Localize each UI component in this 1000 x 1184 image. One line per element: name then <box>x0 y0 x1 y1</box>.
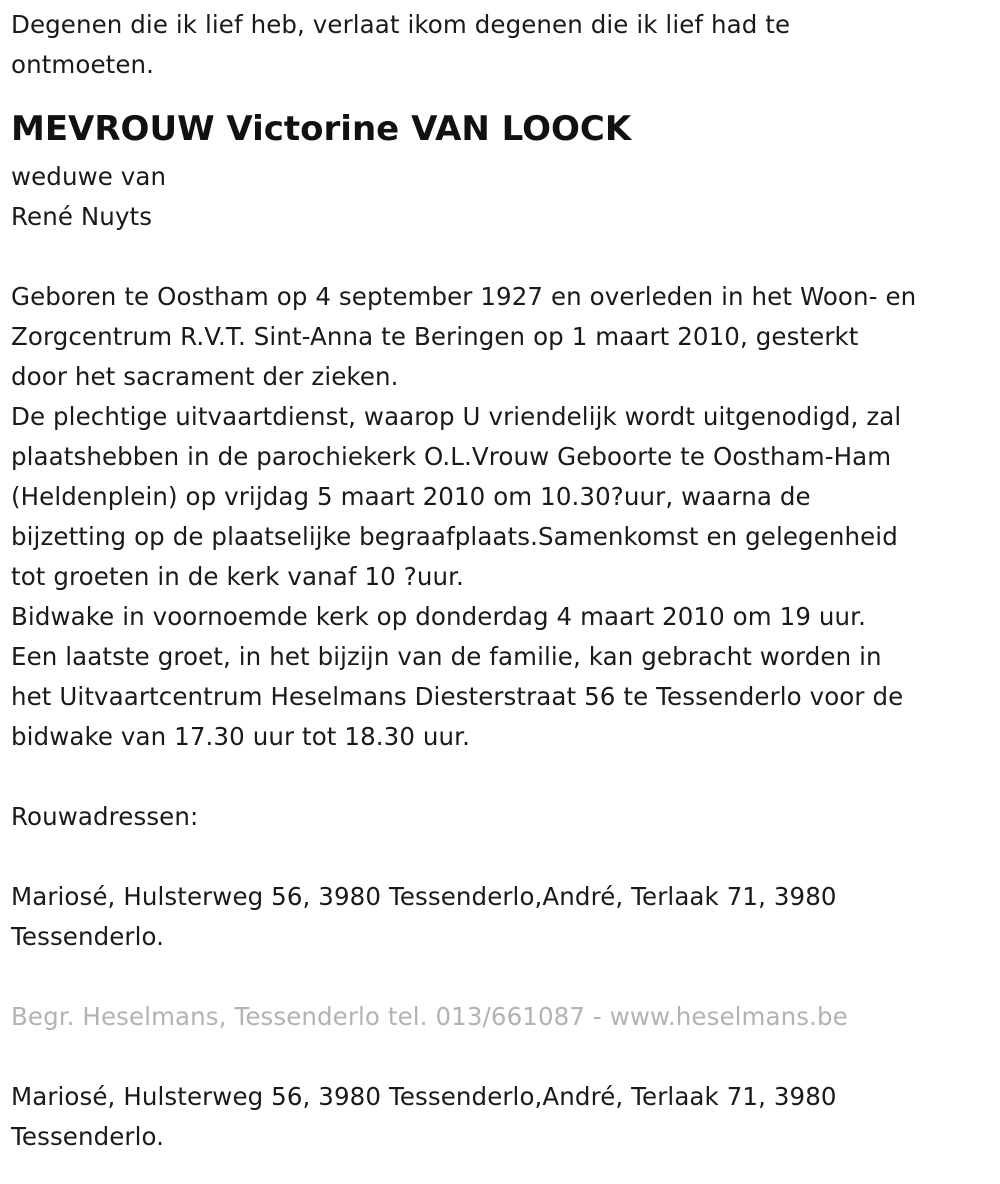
body-line: Geboren te Oostham op 4 september 1927 en overleden in het Woon- en <box>11 282 917 311</box>
mourning-addresses <box>11 877 991 957</box>
address-line: Tessenderlo. <box>11 922 165 951</box>
spouse-name: René Nuyts <box>11 202 153 231</box>
motto-line: ontmoeten. <box>11 50 155 79</box>
address-line: Tessenderlo. <box>11 1122 165 1151</box>
body-line: Bidwake in voornoemde kerk op donderdag 4 maart 2010 om 19 uur. <box>11 602 866 631</box>
spacer <box>11 237 991 277</box>
body-line: bidwake van 17.30 uur tot 18.30 uur. <box>11 722 470 751</box>
body-line: De plechtige uitvaartdienst, waarop U vriendelijk wordt uitgenodigd, zal <box>11 402 902 431</box>
body-line: Een laatste groet, in het bijzijn van de familie, kan gebracht worden in <box>11 642 882 671</box>
deceased-name: MEVROUW Victorine VAN LOOCK <box>11 109 632 149</box>
address-line: Mariosé, Hulsterweg 56, 3980 Tessenderlo,André, Terlaak 71, 3980 <box>11 1082 837 1111</box>
footer-addresses <box>11 1077 991 1157</box>
body-line: door het sacrament der zieken. <box>11 362 399 391</box>
undertaker-info: Begr. Heselmans, Tessenderlo tel. 013/661087 - www.heselmans.be <box>11 1002 848 1031</box>
motto-text <box>11 5 991 85</box>
relation-text: weduwe van <box>11 162 167 191</box>
spacer <box>11 757 991 797</box>
body-line: tot groeten in de kerk vanaf 10 ?uur. <box>11 562 464 591</box>
body-line: bijzetting op de plaatselijke begraafplaats.Samenkomst en gelegenheid <box>11 522 898 551</box>
motto-line: Degenen die ik lief heb, verlaat ikom degenen die ik lief had te <box>11 10 791 39</box>
obituary-document <box>11 5 991 1157</box>
spacer <box>11 1037 991 1077</box>
spacer <box>11 837 991 877</box>
obituary-body <box>11 277 991 757</box>
spacer <box>11 957 991 997</box>
mourning-heading: Rouwadressen: <box>11 802 199 831</box>
body-line: (Heldenplein) op vrijdag 5 maart 2010 om 10.30?uur, waarna de <box>11 482 811 511</box>
address-line: Mariosé, Hulsterweg 56, 3980 Tessenderlo,André, Terlaak 71, 3980 <box>11 882 837 911</box>
body-line: Zorgcentrum R.V.T. Sint-Anna te Beringen op 1 maart 2010, gesterkt <box>11 322 859 351</box>
body-line: plaatshebben in de parochiekerk O.L.Vrouw Geboorte te Oostham-Ham <box>11 442 892 471</box>
body-line: het Uitvaartcentrum Heselmans Diesterstraat 56 te Tessenderlo voor de <box>11 682 904 711</box>
